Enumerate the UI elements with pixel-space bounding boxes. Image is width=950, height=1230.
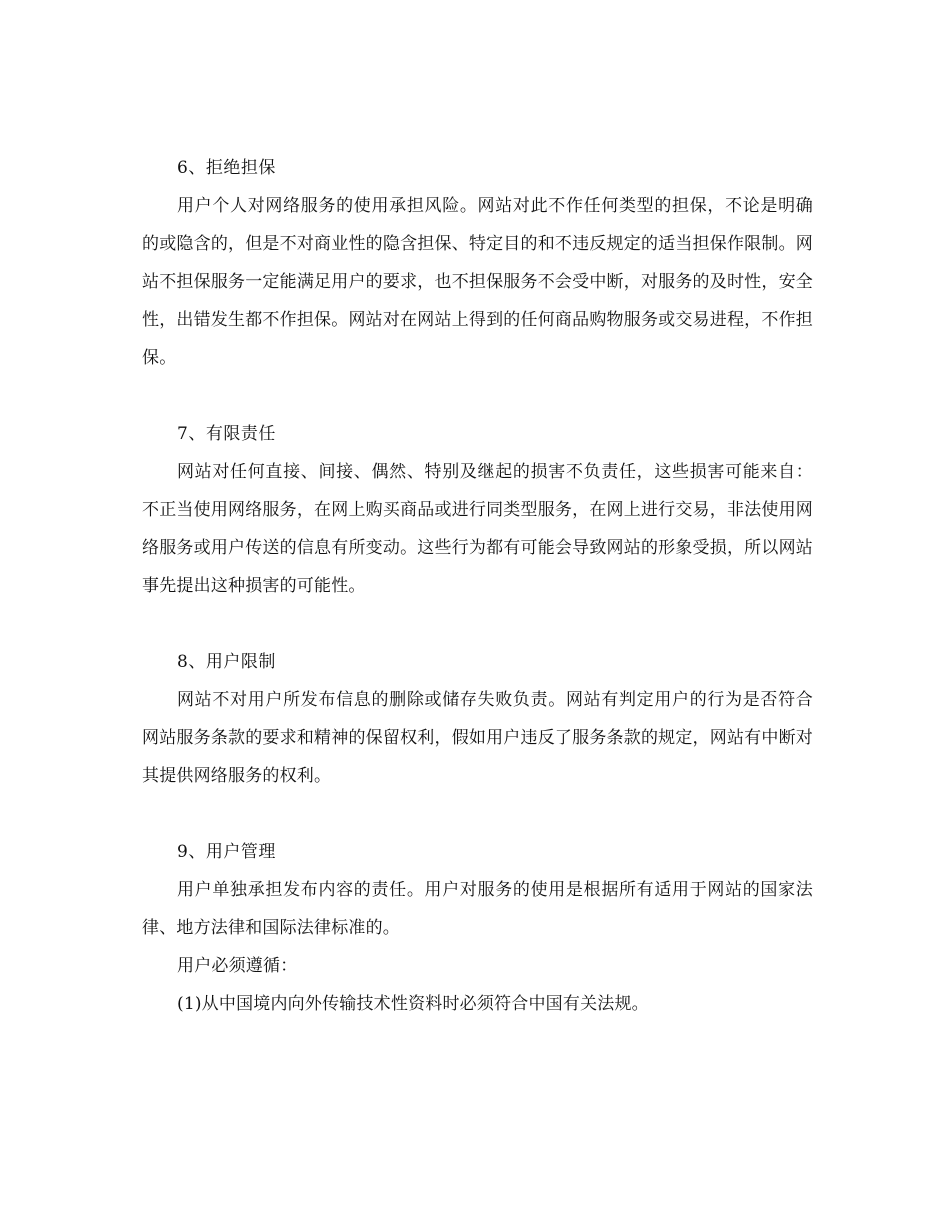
section-limited-liability [142, 415, 813, 605]
section-heading: 9、用户管理 [177, 842, 276, 862]
section-paragraph: 用户必须遵循： [177, 956, 298, 976]
section-paragraph: 用户单独承担发布内容的责任。用户对服务的使用是根据所有适用于网站的国家法律、地方法律和国际法律标准的。 [142, 880, 813, 938]
section-user-restrictions [142, 643, 813, 795]
section-paragraph: 用户个人对网络服务的使用承担风险。网站对此不作任何类型的担保，不论是明确的或隐含的，但是不对商业性的隐含担保、特定目的和不违反规定的适当担保作限制。网站不担保服务一定能满足用户的要求，也不担保服务不会受中断，对服务的及时性，安全性，出错发生都不作担保。网站对在网站上得到的任何商品购物服务或交易进程，不作担保。 [142, 196, 813, 368]
list-item: (1)从中国境内向外传输技术性资料时必须符合中国有关法规。 [177, 994, 649, 1014]
section-paragraph: 网站对任何直接、间接、偶然、特别及继起的损害不负责任，这些损害可能来自：不正当使用网络服务，在网上购买商品或进行同类型服务，在网上进行交易，非法使用网络服务或用户传送的信息有所变动。这些行为都有可能会导致网站的形象受损，所以网站事先提出这种损害的可能性。 [142, 462, 813, 596]
section-spacer [142, 795, 813, 833]
section-heading: 7、有限责任 [177, 424, 276, 444]
section-spacer [142, 605, 813, 643]
section-heading: 8、用户限制 [177, 652, 276, 672]
section-disclaimer-of-warranty [142, 149, 813, 377]
section-heading: 6、拒绝担保 [177, 158, 276, 178]
section-spacer [142, 377, 813, 415]
section-user-management [142, 833, 813, 1023]
section-paragraph: 网站不对用户所发布信息的删除或储存失败负责。网站有判定用户的行为是否符合网站服务条款的要求和精神的保留权利，假如用户违反了服务条款的规定，网站有中断对其提供网络服务的权利。 [142, 690, 813, 786]
document-body [142, 149, 813, 1023]
